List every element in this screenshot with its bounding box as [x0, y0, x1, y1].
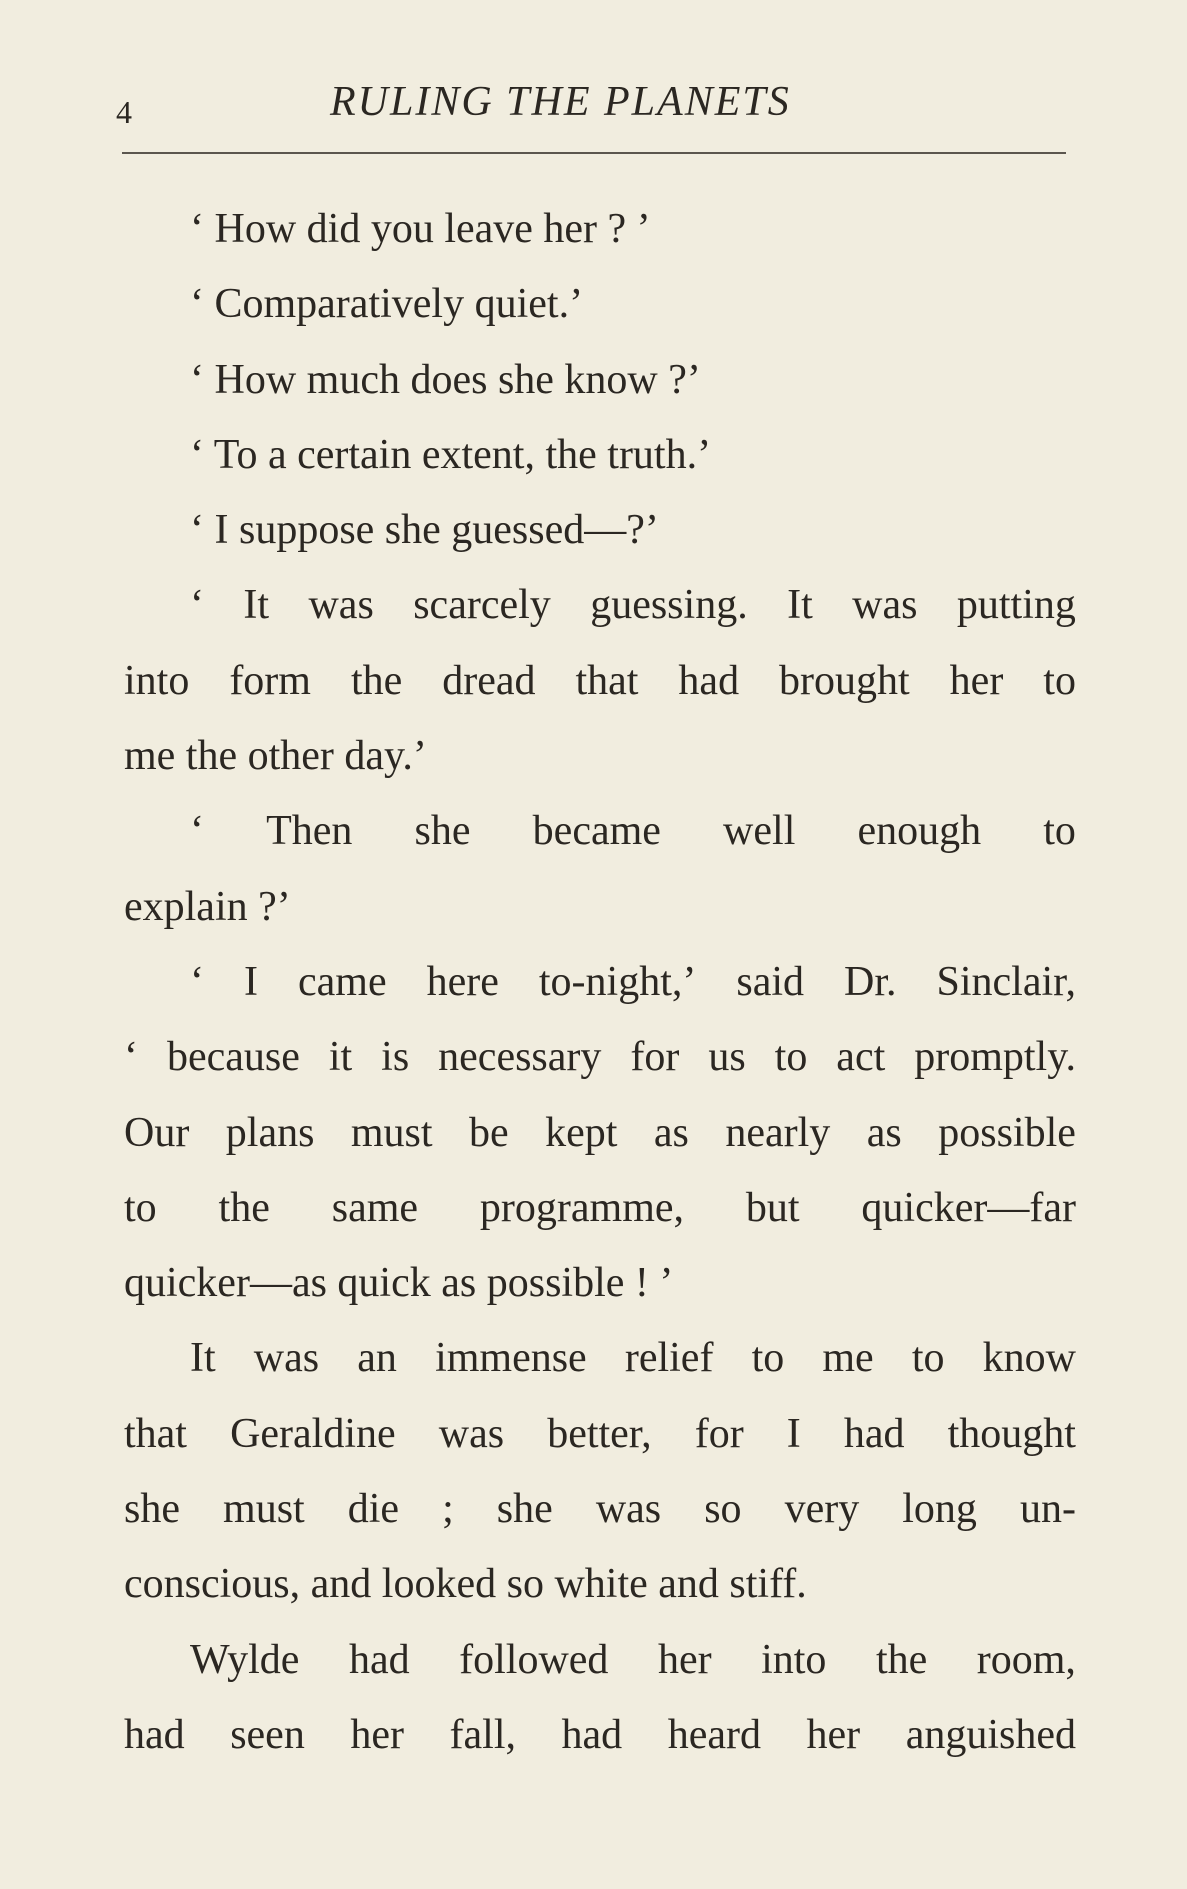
word: plans: [225, 1109, 315, 1156]
text-line: [124, 1096, 1076, 1171]
word: ‘: [190, 808, 204, 855]
word: as: [653, 1109, 689, 1156]
word: I: [786, 1410, 801, 1457]
word: long: [902, 1486, 977, 1533]
word: so: [704, 1486, 742, 1533]
word: immense: [435, 1335, 587, 1382]
text-line: conscious, and looked so white and stiff.: [124, 1561, 807, 1608]
running-head: [0, 78, 1187, 130]
text-line: [124, 644, 1076, 719]
word: be: [469, 1109, 509, 1156]
word: form: [229, 657, 311, 704]
word: was: [308, 582, 374, 629]
word: us: [708, 1034, 746, 1081]
word: to: [751, 1335, 785, 1382]
word: but: [745, 1184, 800, 1231]
text-line: ‘ Comparatively quiet.’: [190, 281, 584, 328]
text-line: [124, 1623, 1076, 1698]
word: into: [761, 1636, 827, 1683]
word: to: [1043, 657, 1076, 704]
word: it: [328, 1034, 353, 1081]
word: her: [657, 1636, 712, 1683]
word: ‘: [124, 1034, 138, 1081]
word: to: [124, 1184, 157, 1231]
word: quicker—far: [861, 1184, 1076, 1231]
word: had: [124, 1711, 185, 1758]
word: ‘: [190, 958, 204, 1005]
word: the: [350, 657, 403, 704]
word: anguished: [905, 1711, 1076, 1758]
word: possible: [938, 1109, 1076, 1156]
text-line: ‘ To a certain extent, the truth.’: [190, 431, 712, 478]
word: brought: [779, 657, 910, 704]
word: was: [253, 1335, 320, 1382]
word: followed: [459, 1636, 609, 1683]
word: had: [348, 1636, 410, 1683]
word: un-: [1019, 1486, 1076, 1533]
text-line: ‘ How much does she know ?’: [190, 356, 701, 403]
text-line: quicker—as quick as possible ! ’: [124, 1260, 674, 1307]
word: kept: [545, 1109, 618, 1156]
text-line: [124, 1472, 1076, 1547]
word: for: [630, 1034, 680, 1081]
header-rule: [122, 152, 1066, 154]
word: same: [331, 1184, 419, 1231]
word: because: [166, 1034, 300, 1081]
word: ;: [442, 1486, 454, 1533]
word: her: [949, 657, 1004, 704]
word: heard: [667, 1711, 761, 1758]
word: guessing.: [590, 582, 748, 629]
word: ‘: [190, 582, 204, 629]
word: she: [414, 808, 471, 855]
text-line: [124, 1397, 1076, 1472]
word: room,: [976, 1636, 1076, 1683]
text-line: [124, 1171, 1076, 1246]
word: me: [822, 1335, 874, 1382]
word: Sinclair,: [936, 958, 1076, 1005]
text-line: me the other day.’: [124, 733, 427, 780]
word: programme,: [479, 1184, 684, 1231]
text-line: ‘ How did you leave her ? ’: [190, 206, 651, 252]
word: Then: [266, 808, 353, 855]
word: for: [694, 1410, 744, 1457]
word: is: [381, 1034, 410, 1081]
word: scarcely: [413, 582, 551, 629]
word: the: [218, 1184, 270, 1231]
word: her: [350, 1711, 404, 1758]
word: Wylde: [190, 1636, 300, 1683]
word: into: [124, 657, 190, 704]
word: well: [723, 808, 796, 855]
word: very: [784, 1486, 860, 1533]
word: must: [350, 1109, 433, 1156]
word: the: [875, 1636, 928, 1683]
body-text: [124, 192, 1076, 1773]
word: had: [678, 657, 740, 704]
word: an: [357, 1335, 397, 1382]
word: to: [911, 1335, 945, 1382]
word: she: [496, 1486, 553, 1533]
text-line: [124, 1698, 1076, 1773]
word: was: [852, 582, 918, 629]
word: seen: [230, 1711, 305, 1758]
text-line: [124, 1321, 1076, 1396]
word: Dr.: [844, 958, 897, 1005]
word: to: [1043, 808, 1076, 855]
text-line: [124, 945, 1076, 1020]
word: came: [298, 958, 387, 1005]
word: her: [806, 1711, 861, 1758]
word: must: [223, 1486, 305, 1533]
word: fall,: [449, 1711, 516, 1758]
word: It: [243, 582, 270, 629]
word: that: [124, 1410, 187, 1457]
text-line: ‘ I suppose she guessed—?’: [190, 507, 659, 554]
word: Our: [124, 1109, 190, 1156]
word: necessary: [438, 1034, 602, 1081]
word: as: [866, 1109, 902, 1156]
word: promptly.: [914, 1034, 1076, 1081]
word: enough: [857, 808, 982, 855]
word: die: [347, 1486, 400, 1533]
word: thought: [947, 1410, 1076, 1457]
word: to: [774, 1034, 808, 1081]
word: had: [561, 1711, 623, 1758]
word: said: [736, 958, 805, 1005]
word: here: [426, 958, 499, 1005]
word: to-night,’: [538, 958, 697, 1005]
page-number: 4: [116, 94, 132, 130]
word: she: [124, 1486, 180, 1533]
word: It: [787, 582, 813, 629]
word: nearly: [725, 1109, 831, 1156]
word: had: [843, 1410, 905, 1457]
word: was: [438, 1410, 505, 1457]
word: putting: [956, 582, 1076, 629]
word: was: [595, 1486, 662, 1533]
word: that: [575, 657, 639, 704]
word: I: [244, 958, 258, 1005]
word: know: [982, 1335, 1076, 1382]
text-line: explain ?’: [124, 883, 291, 930]
word: better,: [547, 1410, 652, 1457]
word: dread: [442, 657, 536, 704]
text-line: [124, 794, 1076, 869]
word: became: [532, 808, 661, 855]
word: Geraldine: [230, 1410, 396, 1457]
text-line: [124, 568, 1076, 643]
word: act: [836, 1034, 886, 1081]
running-title: RULING THE PLANETS: [330, 79, 791, 125]
word: relief: [624, 1335, 714, 1382]
text-line: [124, 1020, 1076, 1095]
word: It: [190, 1335, 216, 1382]
